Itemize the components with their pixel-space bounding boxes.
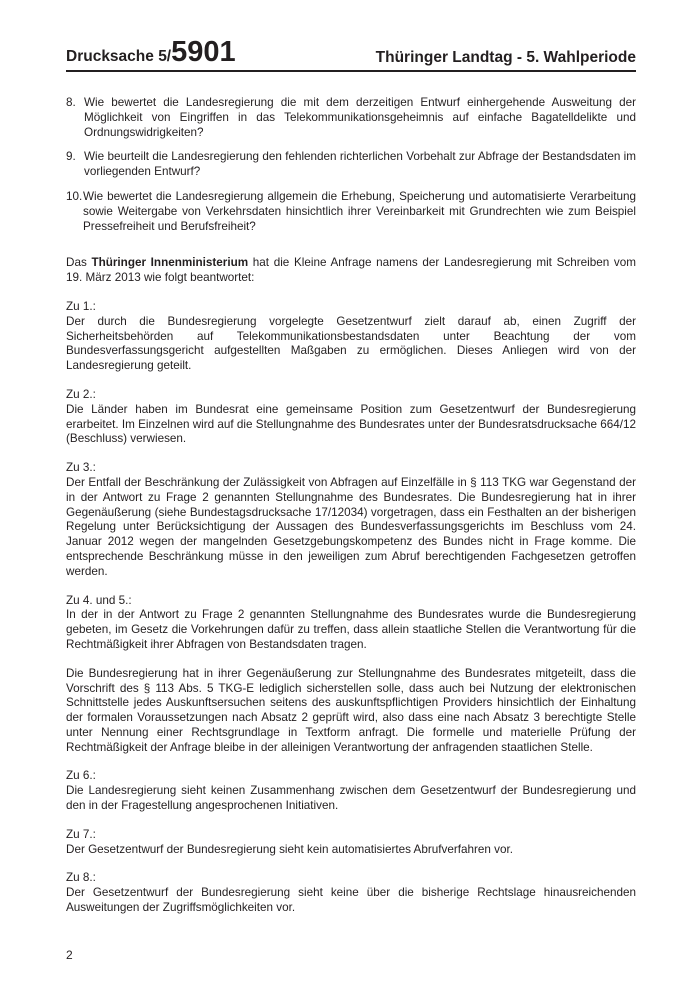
answer-section: [66, 667, 636, 756]
answer-text: Die Bundesregierung hat in ihrer Gegenäußerung zur Stellungnahme des Bundesrates mitgeteilt, dass die Vorschrift des § 113 Abs. 5 TKG-E lediglich sicherstellen solle, dass auch bei Nutzung der elektronischen Schnittstelle jedes Auskunftsersuchen seitens des auskunftspflichtigen Providers hinsichtlich der Einhaltung der formalen Voraussetzungen nach Absatz 2 geprüft wird, also dass eine nach Absatz 3 berechtigte Stelle unter Nennung einer Rechtsgrundlage in Textform anfragt. Die formelle und materielle Prüfung der Rechtmäßigkeit der Anfrage bleibe in der alleinigen Verantwortung der anfragenden staatlichen Stelle.: [66, 666, 636, 754]
question-text: Wie bewertet die Landesregierung die mit dem derzeitigen Entwurf einhergehende Ausweitung der Möglichkeit von Eingriffen in das Telekommunikationsgeheimnis auf einfache Bagatelldelikte und Ordnungswidrigkeiten?: [84, 96, 636, 139]
header-rule: [66, 70, 636, 72]
document-label: Drucksache 5/: [66, 48, 172, 65]
answer-intro: [66, 256, 636, 286]
answer-section: [66, 871, 636, 915]
answer-section: [66, 769, 636, 813]
question-number: 9.: [66, 150, 76, 164]
answer-text: Der durch die Bundesregierung vorgelegte Gesetzentwurf zielt darauf ab, einen Zugriff der Sicherheitsbehörden auf Telekommunikationsbestandsdaten unter Beachtung der vom Bundesverfassungsgericht aufgestellten Maßgaben zu ermöglichen. Dieses Anliegen wird von der Landesregierung geteilt.: [66, 314, 636, 373]
answer-text: Der Gesetzentwurf der Bundesregierung sieht keine über die bisherige Rechtslage hinausreichenden Ausweitungen der Zugriffsmöglichkeiten vor.: [66, 886, 636, 915]
document-body: [66, 96, 636, 930]
answer-title: Zu 3.:: [66, 461, 96, 475]
answer-title: Zu 2.:: [66, 387, 96, 401]
answer-text: Der Entfall der Beschränkung der Zulässigkeit von Abfragen auf Einzelfälle in § 113 TKG war Gegenstand der in der Antwort zu Frage 2 genannten Stellungnahme des Bundesrates. Die Bundesregierung hat in ihrer Gegenäußerung (siehe Bundestagsdrucksache 17/12034) vorgetragen, dass ein Festhalten an der bisherigen Regelung unter Berücksichtigung der Aussagen des Bundesverfassungsgerichts im Beschluss vom 24. Januar 2012 wegen der mangelnden Gesetzgebungskompetenz des Bundes nicht in Frage komme. Die entsprechende Beschränkung müsse in den jeweiligen zum Abruf berechtigenden Fachgesetzen getroffen werden.: [66, 475, 636, 578]
question-text: Wie bewertet die Landesregierung allgemein die Erhebung, Speicherung und automatisierte Verarbeitung sowie Weitergabe von Verkehrsdaten hinsichtlich ihrer Vereinbarkeit mit Grundrechten wie zum Beispiel Pressefreiheit und Berufsfreiheit?: [83, 189, 636, 233]
answer-text: Die Landesregierung sieht keinen Zusammenhang zwischen dem Gesetzentwurf der Bundesregierung und den in der Fragestellung angesprochenen Initiativen.: [66, 784, 636, 813]
answer-section: [66, 300, 636, 374]
answer-text: Die Länder haben im Bundesrat eine gemeinsame Position zum Gesetzentwurf der Bundesregierung erarbeitet. Im Einzelnen wird auf die Stellungnahme des Bundesrates unter der Bundesratsdrucksache 664/12 (Beschluss) verwiesen.: [66, 402, 636, 446]
question-item: [66, 150, 636, 180]
answer-title: Zu 4. und 5.:: [66, 593, 132, 607]
question-number: 10.: [66, 189, 83, 203]
question-item: [66, 190, 636, 234]
parliament-title: Thüringer Landtag - 5. Wahlperiode: [375, 48, 636, 66]
answer-section: [66, 594, 636, 653]
answer-title: Zu 8.:: [66, 871, 96, 885]
question-text: Wie beurteilt die Landesregierung den fehlenden richterlichen Vorbehalt zur Abfrage der Bestandsdaten im vorliegenden Entwurf?: [84, 150, 636, 179]
answer-section: [66, 388, 636, 447]
ministry-name: Thüringer Innenministerium: [91, 256, 249, 270]
answer-section: [66, 461, 636, 579]
document-number: [66, 38, 236, 67]
answer-section: [66, 828, 636, 858]
intro-text-post: hat die Kleine Anfrage namens der Landesregierung mit Schreiben vom 19. März 2013 wie folgt beantwortet:: [66, 256, 636, 285]
question-number: 8.: [66, 96, 76, 109]
question-item: [66, 96, 636, 140]
page-header: [66, 31, 636, 67]
intro-text-pre: Das: [66, 256, 92, 270]
answer-title: Zu 1.:: [66, 299, 96, 313]
answer-title: Zu 6.:: [66, 769, 96, 783]
answer-text: In der in der Antwort zu Frage 2 genannten Stellungnahme des Bundesrates wurde die Bundesregierung gebeten, im Gesetz die Vorkehrungen dafür zu treffen, dass allein staatliche Stellen die Verantwortung für die Rechtmäßigkeit ihrer Abfragen von Bestandsdaten tragen.: [66, 608, 636, 651]
answer-title: Zu 7.:: [66, 827, 96, 841]
page-number: 2: [66, 948, 73, 962]
answer-text: Der Gesetzentwurf der Bundesregierung sieht kein automatisiertes Abrufverfahren vor.: [66, 842, 513, 856]
document-number-value: 5901: [171, 36, 236, 68]
